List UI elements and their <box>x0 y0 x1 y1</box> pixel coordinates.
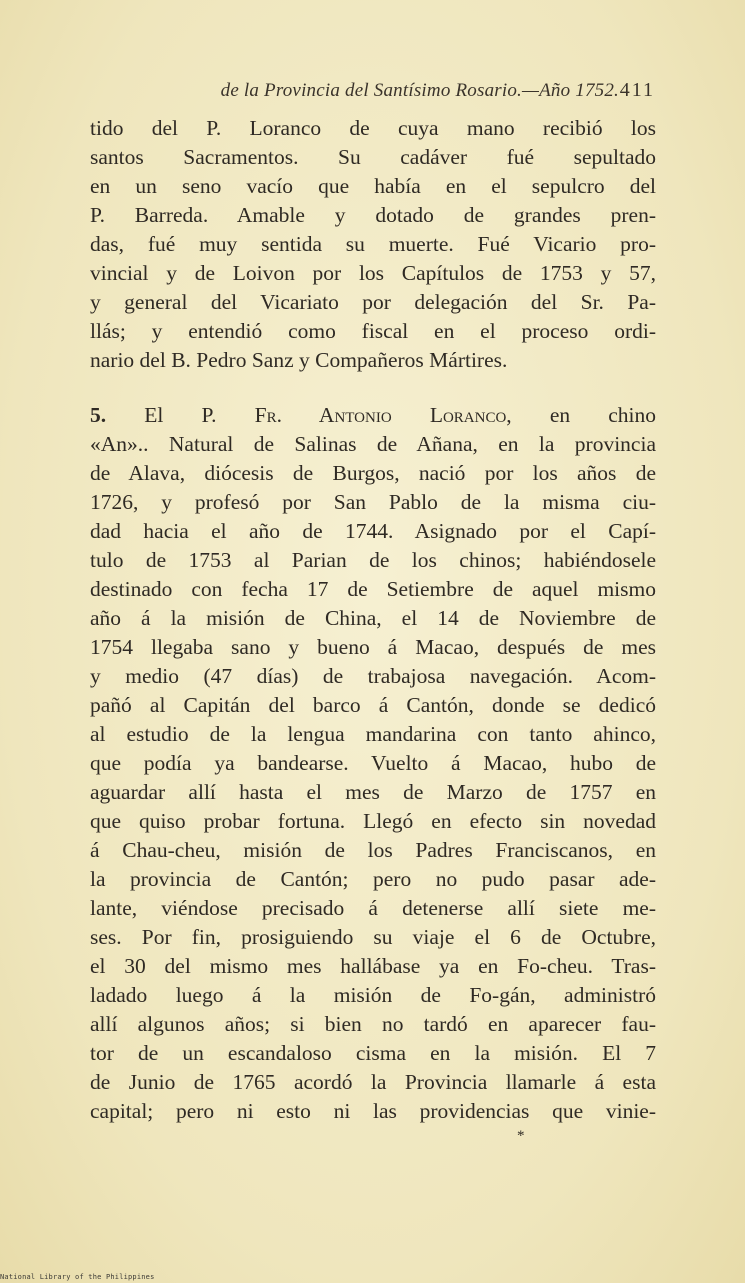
body-text <box>90 114 656 1126</box>
text-line: santos Sacramentos. Su cadáver fué sepultado <box>90 145 656 169</box>
text-line: á Chau-cheu, misión de los Padres Franciscanos, en <box>90 838 656 862</box>
text-line: de Junio de 1765 acordó la Provincia llamarle á esta <box>90 1070 656 1094</box>
text-line: tulo de 1753 al Parian de los chinos; habiéndosele <box>90 548 656 572</box>
text-line: al estudio de la lengua mandarina con tanto ahinco, <box>90 722 656 746</box>
paragraph-continuation <box>90 114 656 375</box>
entry-first-line-rest: en chino <box>549 403 657 427</box>
running-title: de la Provincia del Santísimo Rosario.—Año 1752. <box>220 80 619 101</box>
text-line: la provincia de Cantón; pero no pudo pasar ade- <box>90 867 656 891</box>
text-line: «An».. Natural de Salinas de Añana, en la provincia <box>90 432 656 456</box>
text-line: y general del Vicariato por delegación del Sr. Pa- <box>90 290 656 314</box>
text-line: el 30 del mismo mes hallábase ya en Fo-cheu. Tras- <box>90 954 656 978</box>
text-line: ladado luego á la misión de Fo-gán, administró <box>90 983 656 1007</box>
entry-name-intro: El P. <box>144 403 217 427</box>
entry-number: 5. <box>90 403 107 427</box>
text-line: tor de un escandaloso cisma en la misión. El 7 <box>90 1041 656 1065</box>
library-watermark: National Library of the Philippines <box>0 1273 155 1281</box>
text-line: das, fué muy sentida su muerte. Fué Vicario pro- <box>90 232 656 256</box>
text-line: capital; pero ni esto ni las providencias que vinie- <box>90 1099 656 1123</box>
text-line: allí algunos años; si bien no tardó en aparecer fau- <box>90 1012 656 1036</box>
text-line: vincial y de Loivon por los Capítulos de 1753 y 57, <box>90 261 656 285</box>
text-line: llás; y entendió como fiscal en el proceso ordi- <box>90 319 656 343</box>
page-number: 411 <box>619 79 655 101</box>
text-line: 1754 llegaba sano y bueno á Macao, después de mes <box>90 635 656 659</box>
text-line: que quiso probar fortuna. Llegó en efecto sin novedad <box>90 809 656 833</box>
text-line: P. Barreda. Amable y dotado de grandes pren- <box>90 203 656 227</box>
text-line: y medio (47 días) de trabajosa navegación. Acom- <box>90 664 656 688</box>
text-line: año á la misión de China, el 14 de Noviembre de <box>90 606 656 630</box>
text-line: dad hacia el año de 1744. Asignado por el Capí- <box>90 519 656 543</box>
text-line: de Alava, diócesis de Burgos, nació por los años de <box>90 461 656 485</box>
text-line: tido del P. Loranco de cuya mano recibió los <box>90 116 656 140</box>
running-header <box>95 74 655 108</box>
text-line: ses. Por fin, prosiguiendo su viaje el 6 de Octubre, <box>90 925 656 949</box>
text-line: pañó al Capitán del barco á Cantón, donde se dedicó <box>90 693 656 717</box>
paragraph-entry-5 <box>90 401 656 1126</box>
text-line: destinado con fecha 17 de Setiembre de aquel mismo <box>90 577 656 601</box>
text-line: 1726, y profesó por San Pablo de la misma ciu- <box>90 490 656 514</box>
text-line: nario del B. Pedro Sanz y Compañeros Mártires. <box>90 348 508 372</box>
entry-heading-line <box>90 401 656 430</box>
text-line: que podía ya bandearse. Vuelto á Macao, hubo de <box>90 751 656 775</box>
text-line: en un seno vacío que había en el sepulcro del <box>90 174 656 198</box>
text-line: lante, viéndose precisado á detenerse allí siete me- <box>90 896 656 920</box>
text-line: aguardar allí hasta el mes de Marzo de 1757 en <box>90 780 656 804</box>
signature-mark: * <box>517 1128 525 1144</box>
entry-name: Fr. Antonio Loranco, <box>254 403 512 427</box>
